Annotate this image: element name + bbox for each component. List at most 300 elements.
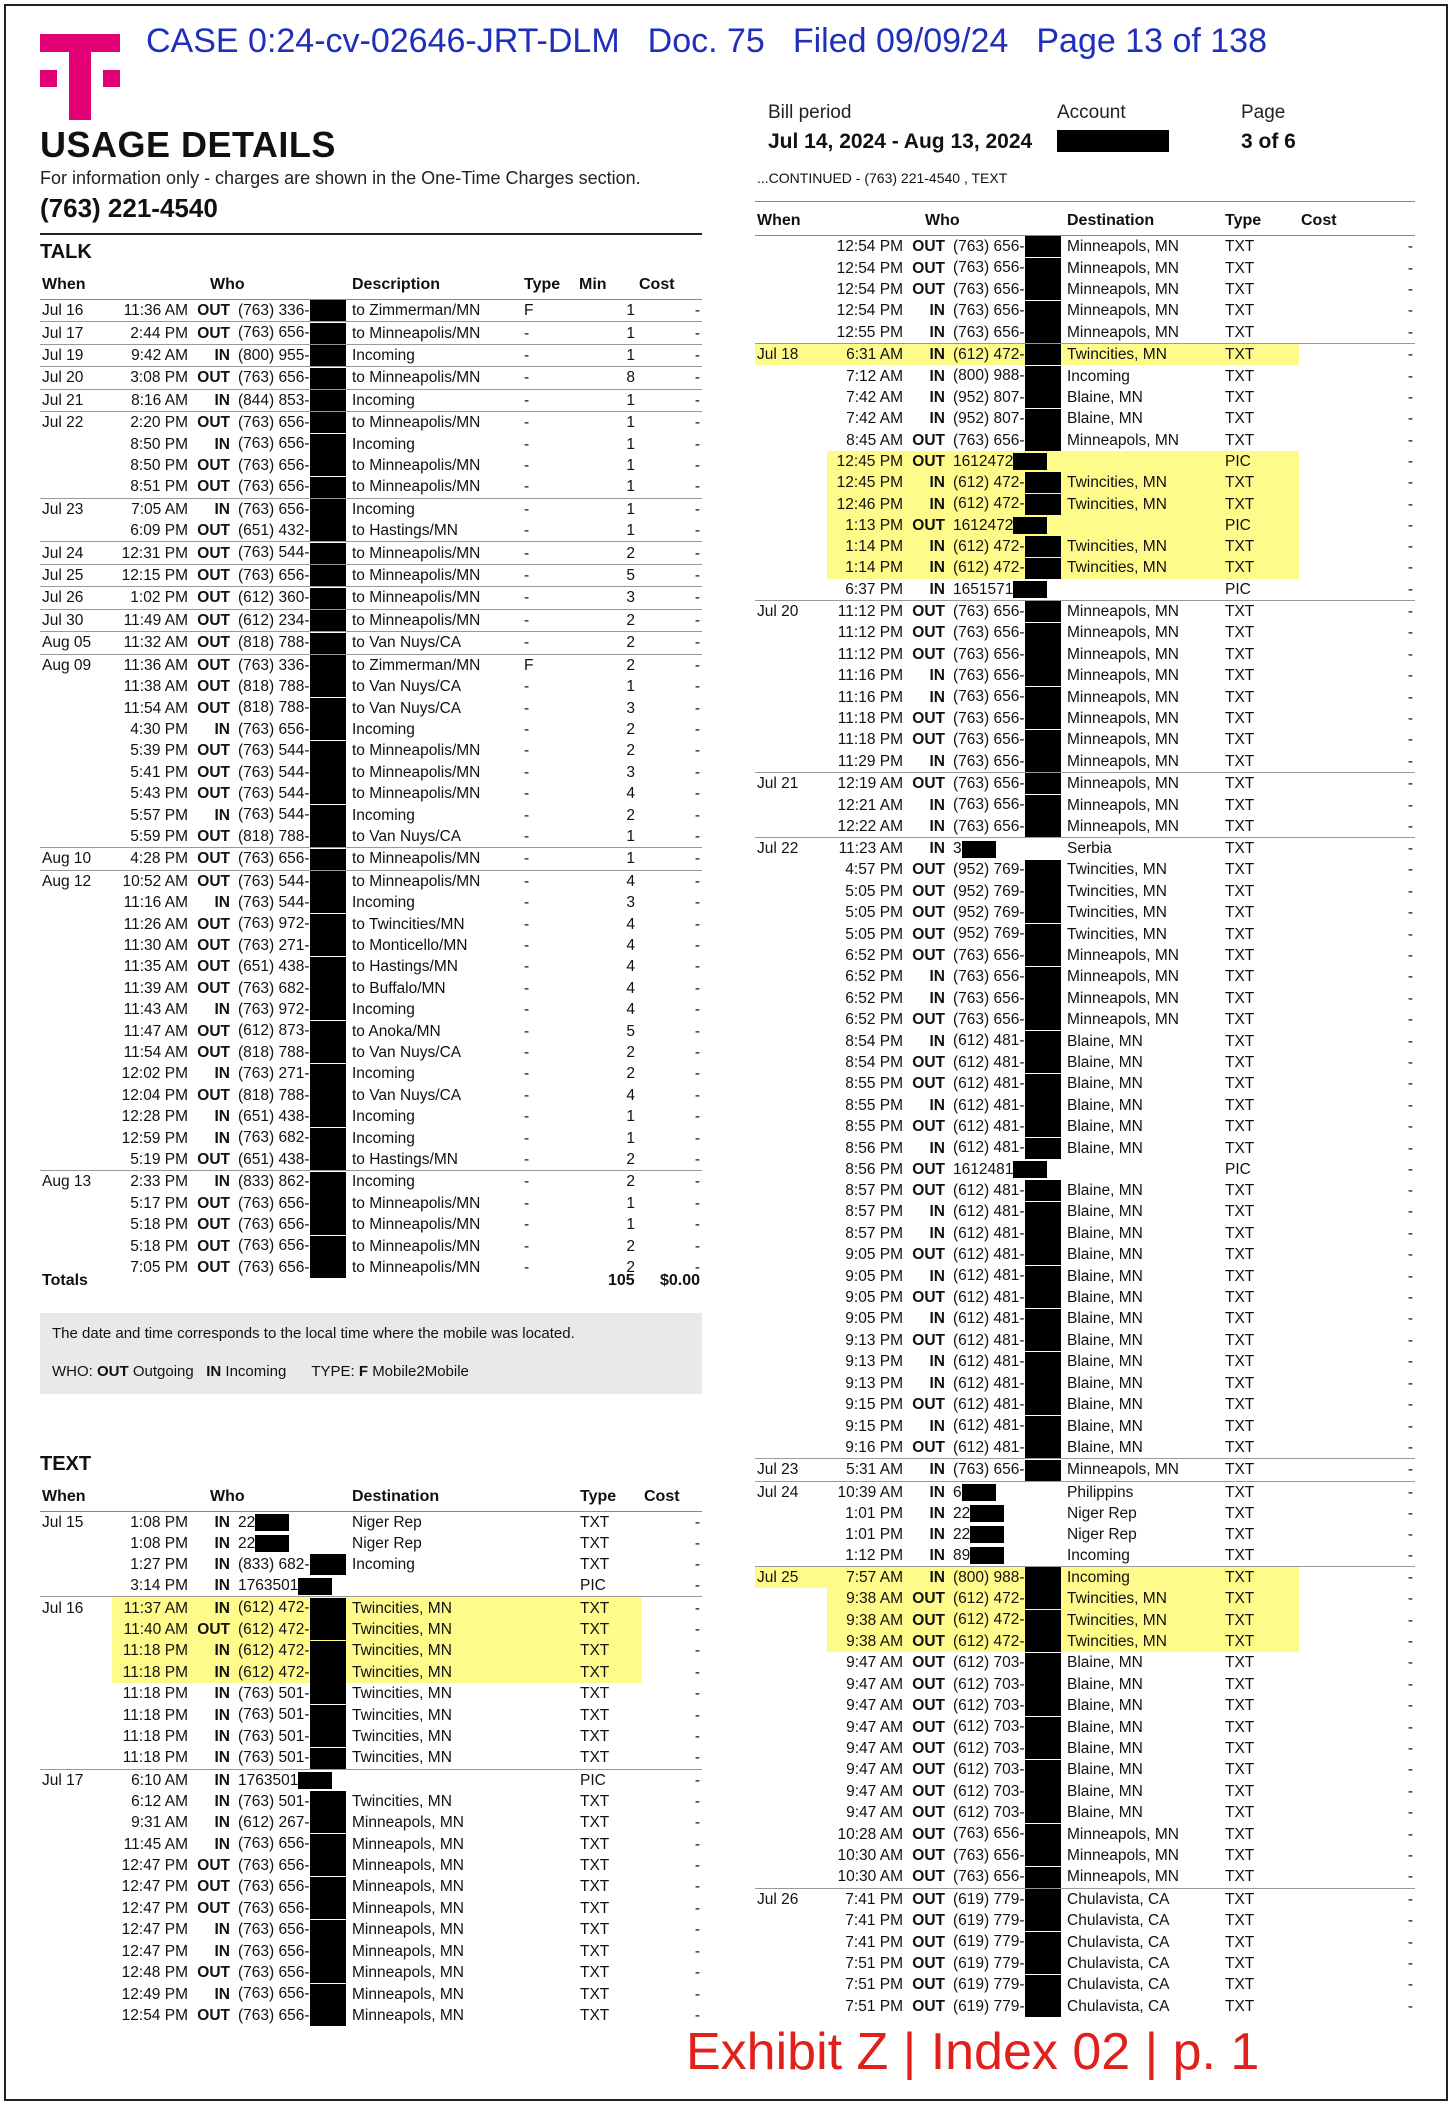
- row-type: -: [524, 763, 530, 781]
- partial-number: (763) 501-: [238, 1706, 310, 1724]
- page-number: Page 13 of 138: [1036, 22, 1268, 60]
- row-time: 12:59 PM: [121, 1129, 188, 1147]
- partial-number: (763) 656-: [238, 1258, 310, 1276]
- row-min: 1: [626, 302, 635, 320]
- redaction-block: [1013, 453, 1047, 470]
- row-time: 8:57 PM: [845, 1182, 903, 1200]
- row-destination: Incoming: [1067, 1546, 1130, 1564]
- partial-number: (763) 501-: [238, 1749, 310, 1767]
- bill-period-value: Jul 14, 2024 - Aug 13, 2024: [768, 130, 1033, 153]
- account-phone: (763) 221-4540: [40, 193, 218, 223]
- partial-number: (612) 703-: [953, 1761, 1025, 1779]
- row-destination: Minneapols, MN: [352, 1942, 464, 1960]
- row-type: -: [522, 1171, 577, 1193]
- row-min: 1: [577, 344, 637, 366]
- number-cell: [236, 1919, 350, 1940]
- redaction-block: [310, 1598, 346, 1619]
- row-destination: Twincities, MN: [1065, 344, 1223, 366]
- row-date: [755, 859, 827, 880]
- row-cost: -: [642, 1769, 702, 1791]
- text-row: [755, 859, 1415, 880]
- partial-number: (612) 472-: [953, 1589, 1025, 1607]
- row-direction: OUT: [912, 1997, 945, 2015]
- row-direction: IN: [214, 1706, 230, 1724]
- row-min: 2: [577, 632, 637, 654]
- row-direction: IN: [929, 410, 945, 428]
- row-date: [755, 451, 827, 472]
- row-date: [755, 1180, 827, 1201]
- row-type: TXT: [1225, 1912, 1255, 1930]
- number-cell: [236, 1042, 350, 1063]
- row-direction: IN: [190, 1171, 236, 1193]
- number-cell: [951, 902, 1065, 923]
- row-cost: -: [1407, 1139, 1413, 1157]
- row-cost: -: [694, 742, 700, 760]
- row-min: 1: [626, 678, 635, 696]
- partial-number: (763) 656-: [238, 435, 310, 453]
- row-destination: Blaine, MN: [1067, 1438, 1143, 1456]
- partial-number: 22: [238, 1514, 256, 1531]
- text-row: [755, 1524, 1415, 1545]
- row-cost: -: [1299, 1459, 1415, 1481]
- text-row: [755, 365, 1415, 386]
- row-direction: OUT: [912, 1246, 945, 1264]
- row-date: [40, 1085, 112, 1106]
- text-row: [40, 1597, 702, 1619]
- text-row: [755, 493, 1415, 514]
- redaction-block: [1025, 1330, 1061, 1351]
- redaction-block: [1025, 366, 1061, 387]
- row-time: 6:10 AM: [112, 1769, 190, 1791]
- row-cost: -: [694, 1108, 700, 1126]
- redaction-block: [1025, 536, 1061, 557]
- row-direction: IN: [929, 1374, 945, 1392]
- row-cost: -: [694, 785, 700, 803]
- row-date: [40, 1855, 112, 1876]
- row-time: 12:48 PM: [121, 1964, 188, 1982]
- number-cell: [951, 729, 1065, 750]
- row-cost: -: [694, 1216, 700, 1234]
- row-cost: -: [694, 1835, 700, 1853]
- row-destination: Minneapols, MN: [352, 1985, 464, 2003]
- number-cell: [236, 870, 350, 892]
- row-direction: OUT: [190, 609, 236, 631]
- text-row: [40, 1791, 702, 1812]
- row-description: Incoming: [352, 1001, 415, 1019]
- row-direction: OUT: [197, 1216, 230, 1234]
- row-date: [755, 1910, 827, 1931]
- row-time: 11:37 AM: [112, 1597, 190, 1619]
- row-direction: OUT: [912, 1976, 945, 1994]
- row-direction: IN: [929, 1139, 945, 1157]
- text-row: [755, 816, 1415, 838]
- row-type: TXT: [1225, 1396, 1255, 1414]
- row-date: [755, 1781, 827, 1802]
- row-time: 11:54 AM: [123, 1044, 188, 1062]
- totals-label: Totals: [42, 1272, 88, 1289]
- talk-rule: [40, 233, 702, 235]
- talk-row: [40, 1042, 702, 1063]
- partial-number: (763) 501-: [238, 1685, 310, 1703]
- talk-row: [40, 1235, 702, 1256]
- row-cost: -: [1407, 1976, 1413, 1994]
- redaction-block: [310, 1042, 346, 1063]
- row-cost: -: [694, 1577, 700, 1595]
- row-description: to Minneapolis/MN: [352, 742, 481, 760]
- row-type: TXT: [1225, 817, 1255, 835]
- row-time: 7:41 PM: [845, 1933, 903, 1951]
- number-cell: [951, 1524, 1065, 1545]
- row-time: 8:45 AM: [846, 431, 903, 449]
- partial-number: (763) 656-: [953, 968, 1025, 986]
- number-cell: [236, 1876, 350, 1897]
- row-time: 11:12 PM: [827, 600, 905, 622]
- row-type: TXT: [1225, 389, 1255, 407]
- talk-row: [40, 1257, 702, 1278]
- row-date: [755, 988, 827, 1009]
- row-date: [755, 236, 827, 258]
- row-min: 4: [626, 958, 635, 976]
- row-cost: -: [1299, 600, 1415, 622]
- text-row: [755, 472, 1415, 493]
- redaction-block: [1025, 1910, 1061, 1931]
- partial-number: (619) 779-: [953, 1954, 1025, 1972]
- row-direction: IN: [214, 1514, 230, 1531]
- talk-row: [40, 654, 702, 676]
- row-destination: Twincities, MN: [1065, 1609, 1223, 1630]
- text-row: [755, 515, 1415, 536]
- text-row: [755, 1415, 1415, 1436]
- text-row: [755, 1910, 1415, 1931]
- redaction-block: [310, 1941, 346, 1962]
- row-destination: Niger Rep: [352, 1514, 422, 1531]
- number-cell: [951, 1009, 1065, 1030]
- row-type: TXT: [1225, 752, 1255, 770]
- row-destination: Blaine, MN: [1067, 389, 1143, 407]
- row-type: -: [522, 848, 577, 870]
- row-direction: OUT: [912, 1396, 945, 1414]
- row-time: 12:21 AM: [837, 796, 903, 814]
- col-type: Type: [578, 1481, 642, 1512]
- row-date: [755, 536, 827, 557]
- number-cell: [951, 515, 1065, 536]
- row-destination: Blaine, MN: [1067, 410, 1143, 428]
- row-type: TXT: [1225, 1997, 1255, 2015]
- partial-number: (763) 656-: [238, 456, 310, 474]
- row-destination: Minneapols, MN: [1067, 709, 1179, 727]
- partial-number: (833) 862-: [238, 1173, 310, 1191]
- redaction-block: [310, 434, 346, 455]
- row-cost: -: [1299, 1566, 1415, 1588]
- row-time: 9:38 AM: [827, 1631, 905, 1652]
- redaction-block: [962, 1484, 996, 1501]
- row-cost: -: [694, 1194, 700, 1212]
- partial-number: (763) 656-: [953, 1461, 1025, 1479]
- row-direction: OUT: [912, 1654, 945, 1672]
- redaction-block: [310, 1705, 346, 1726]
- text-row: [755, 1180, 1415, 1201]
- row-date: [755, 1073, 827, 1094]
- row-time: 11:18 PM: [112, 1662, 190, 1683]
- redaction-block: [310, 1748, 346, 1769]
- row-direction: OUT: [197, 302, 230, 320]
- row-time: 10:30 AM: [837, 1847, 903, 1865]
- row-cost: -: [1407, 1396, 1413, 1414]
- row-cost: -: [694, 915, 700, 933]
- row-date: [755, 493, 827, 514]
- row-cost: -: [694, 936, 700, 954]
- row-date: [755, 1545, 827, 1567]
- row-time: 6:52 PM: [845, 1011, 903, 1029]
- row-type: TXT: [1223, 472, 1299, 493]
- row-time: 5:18 PM: [130, 1216, 188, 1234]
- text-row: [755, 794, 1415, 815]
- row-direction: IN: [190, 1597, 236, 1619]
- redaction-block: [1025, 988, 1061, 1009]
- row-type: -: [522, 412, 577, 434]
- row-time: 11:16 PM: [837, 688, 903, 706]
- row-destination: Minneapols, MN: [1067, 1011, 1179, 1029]
- partial-number: 1763501: [238, 1771, 299, 1789]
- row-direction: IN: [905, 557, 951, 578]
- row-cost: -: [1407, 1718, 1413, 1736]
- redaction-block: [1025, 1095, 1061, 1116]
- row-date: [755, 557, 827, 578]
- number-cell: [236, 999, 350, 1020]
- row-description: to Van Nuys/CA: [350, 632, 522, 654]
- row-direction: OUT: [912, 1847, 945, 1865]
- row-time: 12:22 AM: [837, 817, 903, 835]
- row-time: 8:56 PM: [845, 1160, 903, 1178]
- row-date: [40, 476, 112, 498]
- row-direction: IN: [214, 1921, 230, 1939]
- row-min: 8: [577, 367, 637, 389]
- row-time: 7:12 AM: [846, 367, 903, 385]
- row-time: 9:38 AM: [827, 1588, 905, 1609]
- row-cost: -: [1407, 1654, 1413, 1672]
- row-time: 1:01 PM: [845, 1504, 903, 1522]
- number-cell: [951, 344, 1065, 366]
- number-cell: [236, 542, 350, 564]
- row-direction: IN: [929, 989, 945, 1007]
- row-type: -: [522, 367, 577, 389]
- row-cost: -: [1407, 1611, 1413, 1629]
- partial-number: (612) 703-: [953, 1782, 1025, 1800]
- row-time: 7:05 PM: [130, 1259, 188, 1277]
- row-direction: OUT: [197, 1964, 230, 1982]
- row-date: [755, 794, 827, 815]
- row-direction: OUT: [912, 1761, 945, 1779]
- row-date: Jul 15: [42, 1514, 84, 1531]
- row-time: 12:04 PM: [121, 1086, 188, 1104]
- row-cost: -: [1407, 538, 1413, 556]
- row-time: 6:37 PM: [845, 580, 903, 598]
- row-time: 11:39 AM: [123, 979, 188, 997]
- row-date: Jul 22: [755, 838, 827, 860]
- row-type: TXT: [580, 1985, 610, 2003]
- row-time: 12:31 PM: [112, 542, 190, 564]
- row-cost: -: [694, 1792, 700, 1810]
- row-description: Incoming: [350, 1171, 522, 1193]
- row-type: -: [522, 389, 577, 411]
- talk-row: [40, 1127, 702, 1148]
- row-date: [755, 816, 827, 838]
- row-cost: -: [637, 367, 702, 389]
- redaction-block: [1025, 1180, 1061, 1201]
- row-time: 8:51 PM: [130, 478, 188, 496]
- partial-number: (763) 656-: [953, 645, 1025, 663]
- text-row: [755, 1223, 1415, 1244]
- row-time: 7:41 PM: [845, 1912, 903, 1930]
- row-destination: Minneapols, MN: [1067, 645, 1179, 663]
- row-type: -: [524, 979, 530, 997]
- partial-number: (763) 656-: [238, 1899, 310, 1917]
- row-type: -: [524, 958, 530, 976]
- row-date: [755, 1351, 827, 1372]
- row-type: TXT: [1225, 667, 1255, 685]
- row-time: 8:50 PM: [130, 435, 188, 453]
- redaction-block: [1025, 945, 1061, 966]
- partial-number: 1612472: [953, 516, 1014, 534]
- row-type: -: [524, 1065, 530, 1083]
- row-type: PIC: [1223, 451, 1299, 472]
- row-time: 5:18 PM: [130, 1237, 188, 1255]
- row-type: -: [524, 1086, 530, 1104]
- row-time: 5:39 PM: [130, 742, 188, 760]
- row-min: 4: [626, 1001, 635, 1019]
- row-description: Incoming: [352, 1065, 415, 1083]
- partial-number: (763) 544-: [238, 806, 310, 824]
- row-time: 6:52 PM: [845, 968, 903, 986]
- partial-number: (763) 656-: [238, 850, 310, 868]
- number-cell: [236, 1214, 350, 1235]
- row-cost: -: [1407, 1096, 1413, 1114]
- row-direction: IN: [214, 1792, 230, 1810]
- text-row: [755, 1244, 1415, 1265]
- row-direction: IN: [929, 302, 945, 320]
- row-date: [40, 826, 112, 848]
- row-min: 1: [626, 1216, 635, 1234]
- text-row: [755, 751, 1415, 773]
- text-row: [755, 1201, 1415, 1222]
- number-cell: [951, 838, 1065, 860]
- row-cost: -: [1407, 1525, 1413, 1543]
- redaction-block: [1025, 1373, 1061, 1394]
- number-cell: [951, 1823, 1065, 1844]
- partial-number: (800) 988-: [953, 367, 1025, 385]
- number-cell: [236, 978, 350, 999]
- number-cell: [236, 520, 350, 542]
- text-row: [755, 1437, 1415, 1459]
- text-row: [755, 644, 1415, 665]
- text-row: [755, 1931, 1415, 1952]
- partial-number: (619) 779-: [953, 1976, 1025, 1994]
- row-description: to Van Nuys/CA: [352, 1044, 462, 1062]
- number-cell: [236, 1193, 350, 1214]
- redaction-block: [298, 1578, 332, 1595]
- row-date: [40, 1575, 112, 1597]
- partial-number: (763) 656-: [953, 989, 1025, 1007]
- row-min: 2: [626, 1237, 635, 1255]
- row-direction: OUT: [905, 515, 951, 536]
- redaction-block: [1025, 1674, 1061, 1695]
- row-direction: OUT: [912, 1933, 945, 1951]
- redaction-block: [310, 1257, 346, 1278]
- row-direction: OUT: [905, 1588, 951, 1609]
- row-cost: -: [1407, 882, 1413, 900]
- row-date: [755, 1503, 827, 1524]
- row-type: -: [524, 806, 530, 824]
- row-description: to Minneapolis/MN: [352, 1237, 481, 1255]
- partial-number: (763) 501-: [238, 1727, 310, 1745]
- row-type: TXT: [1225, 1782, 1255, 1800]
- text-row: [755, 300, 1415, 321]
- row-cost: -: [1407, 1224, 1413, 1242]
- redaction-block: [1025, 1309, 1061, 1330]
- partial-number: (612) 472-: [238, 1663, 310, 1681]
- row-cost: -: [1407, 1054, 1413, 1072]
- partial-number: (612) 481-: [953, 1246, 1025, 1264]
- redaction-block: [310, 783, 346, 804]
- text-row: [755, 1481, 1415, 1503]
- row-cost: -: [694, 1151, 700, 1169]
- row-time: 12:45 PM: [827, 451, 905, 472]
- row-time: 11:18 PM: [837, 731, 903, 749]
- row-destination: Minneapols, MN: [1067, 259, 1179, 277]
- row-time: 5:19 PM: [130, 1151, 188, 1169]
- row-date: [40, 978, 112, 999]
- row-cost: -: [1407, 1997, 1413, 2015]
- row-type: -: [524, 1237, 530, 1255]
- row-min: 1: [626, 1194, 635, 1212]
- row-type: TXT: [1225, 259, 1255, 277]
- row-date: [40, 1619, 112, 1640]
- row-cost: -: [694, 1022, 700, 1040]
- number-cell: [951, 1265, 1065, 1286]
- row-destination: Minneapols, MN: [1065, 1459, 1223, 1481]
- row-type: TXT: [1225, 1139, 1255, 1157]
- row-destination: Minneapols, MN: [1067, 1825, 1179, 1843]
- row-type: TXT: [580, 1814, 610, 1832]
- number-cell: [236, 892, 350, 913]
- row-direction: IN: [929, 1417, 945, 1435]
- partial-number: (612) 472-: [953, 1632, 1025, 1650]
- row-cost: -: [1407, 1825, 1413, 1843]
- row-cost: -: [1407, 453, 1413, 471]
- row-type: TXT: [1225, 1504, 1255, 1522]
- number-cell: [236, 1597, 350, 1619]
- row-direction: OUT: [912, 624, 945, 642]
- partial-number: (619) 779-: [953, 1933, 1025, 1951]
- number-cell: [236, 804, 350, 825]
- row-description: to Hastings/MN: [352, 1151, 458, 1169]
- redaction-block: [970, 1547, 1004, 1564]
- row-type: TXT: [1223, 1459, 1299, 1481]
- redaction-block: [1025, 644, 1061, 665]
- talk-row: [40, 783, 702, 804]
- redaction-block: [310, 1193, 346, 1214]
- partial-number: (763) 656-: [238, 414, 310, 432]
- row-time: 12:47 PM: [121, 1899, 188, 1917]
- partial-number: (651) 438-: [238, 1150, 310, 1168]
- talk-row: [40, 389, 702, 411]
- partial-number: (763) 656-: [953, 774, 1025, 792]
- row-cost: -: [694, 1899, 700, 1917]
- row-time: 5:43 PM: [130, 785, 188, 803]
- row-destination: Twincities, MN: [1067, 861, 1167, 879]
- row-cost: -: [694, 435, 700, 453]
- row-destination: Twincities, MN: [352, 1706, 452, 1724]
